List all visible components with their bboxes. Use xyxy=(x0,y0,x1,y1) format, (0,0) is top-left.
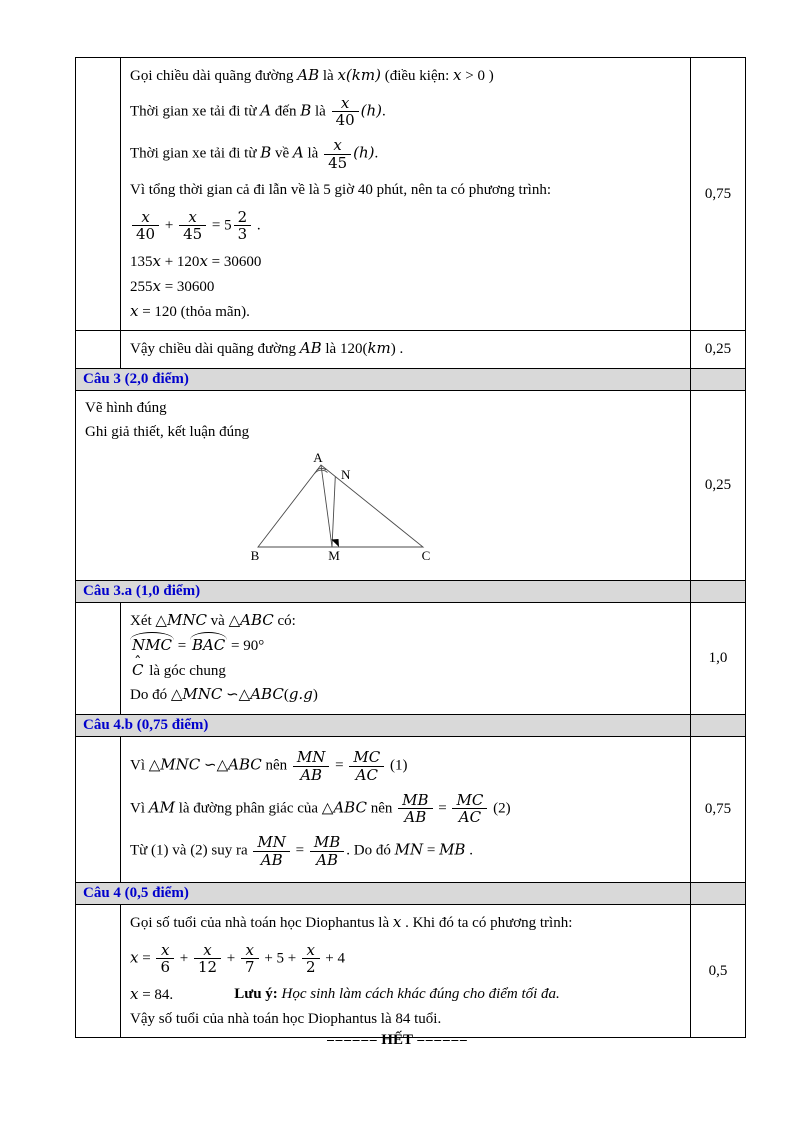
math-run: △MNC xyxy=(155,611,207,630)
fraction-denominator: AB xyxy=(404,808,427,827)
fraction-denominator: AB xyxy=(300,765,323,784)
solution-line xyxy=(130,301,681,323)
solution-line xyxy=(130,180,681,201)
fraction-denominator: 7 xyxy=(245,958,255,977)
fraction xyxy=(452,792,487,827)
fraction xyxy=(234,209,252,244)
section-header-row xyxy=(76,368,746,390)
fraction-numerator: MB xyxy=(310,834,344,852)
text-run: Do đó xyxy=(130,687,171,704)
solution-cell xyxy=(121,603,691,715)
text-run: nên xyxy=(261,757,291,774)
solution-line xyxy=(85,398,681,419)
fraction xyxy=(293,749,329,784)
solution-line xyxy=(130,1009,681,1030)
math-run: x xyxy=(199,252,208,271)
text-run: Vì tổng thời gian cả đi lẫn về là 5 giờ 40 phút, nên ta có phương trình: xyxy=(130,181,552,198)
vertex-label-a: A xyxy=(313,452,323,466)
text-run: > 0 ) xyxy=(461,68,494,84)
text-run: = xyxy=(423,842,440,859)
fraction xyxy=(332,95,359,130)
text-run: ∽ xyxy=(222,687,239,704)
math-run: AB xyxy=(297,66,320,84)
fraction-denominator: 12 xyxy=(197,958,218,977)
points-cell xyxy=(691,882,746,904)
section-header-cau-3: Câu 3 (2,0 điểm) xyxy=(76,368,691,390)
text-run: là đường phân giác của xyxy=(174,800,322,817)
text-run: ∽ xyxy=(200,757,217,774)
question-number-cell xyxy=(76,58,121,331)
math-run: x xyxy=(392,912,402,931)
text-run: 135 xyxy=(130,254,153,271)
answer-key-table xyxy=(75,57,746,1038)
text-run: Thời gian xe tải đi từ xyxy=(130,146,261,163)
solution-line xyxy=(130,338,681,360)
points-cell: 1,0 xyxy=(691,603,746,715)
text-run: ( xyxy=(283,687,289,704)
points-cell: 0,5 xyxy=(691,904,746,1038)
fraction-denominator: 45 xyxy=(183,225,203,244)
math-run: △ABC xyxy=(321,798,367,817)
fraction-numerator: x xyxy=(302,942,320,960)
text-run: là góc chung xyxy=(145,662,226,679)
math-run: △ABC xyxy=(216,755,262,774)
math-run: B xyxy=(260,144,272,163)
fraction xyxy=(179,209,206,244)
fraction-numerator: x xyxy=(194,942,221,960)
text-run: Vậy chiều dài quãng đường xyxy=(130,341,300,358)
math-run: x xyxy=(453,66,462,84)
fraction-numerator: MN xyxy=(253,834,289,852)
text-run: Vì xyxy=(130,800,149,817)
text-run: Vẽ hình đúng xyxy=(85,399,167,416)
solution-line xyxy=(130,95,681,130)
text-run: đến xyxy=(271,103,301,120)
text-run: Từ (1) và (2) suy ra xyxy=(130,842,252,859)
text-run: . Do đó xyxy=(346,842,395,859)
math-run: x xyxy=(130,301,139,320)
solution-line xyxy=(130,635,681,657)
points-cell: 0,25 xyxy=(691,331,746,369)
footer-het: ====== HẾT ====== xyxy=(326,1032,468,1048)
note-text: Học sinh làm cách khác đúng cho điểm tối đa. xyxy=(277,986,560,1002)
fraction xyxy=(194,942,221,977)
text-run: . xyxy=(253,217,261,234)
solution-cell xyxy=(121,58,691,331)
angle-arc-run: BAC xyxy=(191,635,226,654)
figure-cell xyxy=(76,390,691,580)
fraction-numerator: x xyxy=(332,95,359,113)
fraction xyxy=(310,834,344,869)
text-run: là 120( xyxy=(321,341,368,358)
math-run: A xyxy=(260,101,272,120)
fraction-denominator: AB xyxy=(316,851,338,870)
fraction-numerator: x xyxy=(324,137,351,155)
text-run: = 120 (thỏa mãn). xyxy=(138,303,250,320)
text-run: = xyxy=(138,950,155,967)
math-run: x xyxy=(130,948,139,967)
math-run: AM xyxy=(148,798,175,817)
fraction xyxy=(132,209,159,244)
fraction xyxy=(253,834,289,869)
math-run: x xyxy=(152,252,161,271)
triangle-figure xyxy=(183,452,583,566)
points-cell xyxy=(691,368,746,390)
text-run: = 5 xyxy=(208,217,232,234)
text-run: . xyxy=(374,146,379,163)
math-run: △MNC xyxy=(170,685,223,704)
text-run: = xyxy=(173,637,190,654)
math-hat-run: C ˆ xyxy=(130,661,145,679)
section-header-cau-3a: Câu 3.a (1,0 điểm) xyxy=(76,581,691,603)
text-run: + xyxy=(175,950,192,967)
fraction-denominator: 2 xyxy=(305,958,316,977)
points-cell: 0,75 xyxy=(691,737,746,883)
figure-wrapper xyxy=(85,452,681,571)
question-number-cell xyxy=(76,737,121,883)
points-cell xyxy=(691,715,746,737)
math-run: (h) xyxy=(360,101,383,120)
solution-line xyxy=(130,137,681,172)
math-run: △MNC xyxy=(148,755,201,774)
question-number-cell xyxy=(76,603,121,715)
fraction-denominator: 40 xyxy=(136,225,156,244)
vertex-label-n: N xyxy=(341,467,351,483)
solution-line xyxy=(130,610,681,632)
math-run: (h) xyxy=(353,144,375,163)
fraction-denominator: AC xyxy=(458,808,482,827)
fraction xyxy=(324,137,351,172)
solution-line xyxy=(130,749,681,784)
text-run: Vậy số tuổi của nhà toán học Diophantus là 84 tuổi. xyxy=(130,1010,442,1027)
text-run: = 30600 xyxy=(207,254,262,271)
vertex-label-c: C xyxy=(421,548,431,564)
vertex-label-m: M xyxy=(328,548,340,564)
table-row-solution xyxy=(76,904,746,1038)
vertex-label-b: B xyxy=(250,548,260,564)
text-run: . xyxy=(382,103,386,120)
text-run: = xyxy=(291,842,308,859)
solution-line xyxy=(130,834,681,869)
points-cell xyxy=(691,581,746,603)
text-run: = 90° xyxy=(227,637,265,654)
math-run: MB xyxy=(439,840,466,859)
table-row-solution xyxy=(76,58,746,331)
text-run: Xét xyxy=(130,613,156,630)
text-run: là xyxy=(311,103,330,120)
figure-caption-lines xyxy=(85,398,681,442)
table-row-solution xyxy=(76,737,746,883)
solution-line xyxy=(130,942,681,977)
text-run: có: xyxy=(273,613,296,630)
solution-line xyxy=(130,684,681,706)
fraction-numerator: x xyxy=(132,209,159,227)
math-run: B xyxy=(300,101,312,120)
math-run: x xyxy=(152,276,161,295)
text-run: là xyxy=(303,146,323,163)
text-run: + 4 xyxy=(321,950,345,967)
table-row-figure xyxy=(76,390,746,580)
text-run: (điều kiện: xyxy=(380,68,454,84)
text-run: (1) xyxy=(386,757,408,774)
solution-line xyxy=(85,422,681,443)
fraction-numerator: MC xyxy=(349,749,384,767)
text-run: = 84. xyxy=(138,987,174,1004)
points-cell: 0,75 xyxy=(691,58,746,331)
math-run: △ABC xyxy=(228,611,274,630)
solution-line xyxy=(130,251,681,273)
note xyxy=(0,986,794,1003)
text-run: + xyxy=(223,950,240,967)
fraction-denominator: AC xyxy=(355,765,378,784)
segment-nm xyxy=(332,477,335,548)
text-run: nên xyxy=(366,800,397,817)
text-run: là xyxy=(319,68,338,84)
text-run: 255 xyxy=(130,278,153,295)
math-run: MN xyxy=(394,840,424,859)
text-run: . xyxy=(465,842,473,859)
text-run: + xyxy=(161,217,178,234)
text-run: Gọi số tuổi của nhà toán học Diophantus là xyxy=(130,914,393,931)
fraction-denominator: 3 xyxy=(237,225,248,244)
angle-arc-run: NMC xyxy=(132,635,172,654)
solution-line xyxy=(130,209,681,244)
solution-cell xyxy=(121,331,691,369)
math-run: x xyxy=(130,985,139,1004)
fraction-numerator: x xyxy=(179,209,206,227)
fraction-numerator: MC xyxy=(452,792,487,810)
section-header-cau-4: Câu 4 (0,5 điểm) xyxy=(76,882,691,904)
table-row-solution xyxy=(76,603,746,715)
fraction-numerator: 2 xyxy=(234,209,252,227)
text-run: về xyxy=(271,146,293,163)
fraction-numerator: x xyxy=(156,942,174,960)
fraction xyxy=(349,749,384,784)
question-number-cell xyxy=(76,904,121,1038)
math-run: AB xyxy=(299,339,322,358)
table-row-solution xyxy=(76,331,746,369)
text-run: . Khi đó ta có phương trình: xyxy=(401,914,573,931)
fraction-numerator: MN xyxy=(293,749,329,767)
text-run: Ghi giả thiết, kết luận đúng xyxy=(85,423,250,440)
solution-cell xyxy=(121,737,691,883)
math-run: km xyxy=(367,339,391,358)
solution-line xyxy=(130,792,681,827)
text-run: ) . xyxy=(390,341,404,358)
fraction-numerator: MB xyxy=(398,792,432,810)
text-run: và xyxy=(206,613,229,630)
text-run: Vì xyxy=(130,757,149,774)
section-header-row xyxy=(76,882,746,904)
math-run: x(km) xyxy=(337,66,381,84)
fraction xyxy=(241,942,259,977)
fraction-denominator: 45 xyxy=(328,154,348,173)
points-cell: 0,25 xyxy=(691,390,746,580)
text-run: = 30600 xyxy=(160,278,215,295)
math-run: g.g xyxy=(288,685,313,704)
math-run: A xyxy=(292,144,304,163)
section-header-row xyxy=(76,715,746,737)
text-run: = xyxy=(434,800,451,817)
text-run: ) xyxy=(312,687,318,704)
text-run: Gọi chiều dài quãng đường xyxy=(130,68,298,84)
fraction xyxy=(302,942,320,977)
solution-line xyxy=(130,660,681,682)
fraction-numerator: x xyxy=(241,942,259,960)
section-header-row xyxy=(76,581,746,603)
math-run: △ABC xyxy=(238,685,284,704)
section-header-cau-4b: Câu 4.b (0,75 điểm) xyxy=(76,715,691,737)
fraction xyxy=(398,792,432,827)
note-label: Lưu ý: xyxy=(234,986,278,1002)
solution-line xyxy=(130,912,681,934)
fraction xyxy=(156,942,174,977)
solution-cell xyxy=(121,904,691,1038)
solution-line xyxy=(130,65,681,87)
text-run: Thời gian xe tải đi từ xyxy=(130,103,261,120)
fraction-denominator: AB xyxy=(260,851,283,870)
segment-am xyxy=(321,465,332,547)
fraction-denominator: 40 xyxy=(335,111,355,130)
solution-line xyxy=(130,276,681,298)
question-number-cell xyxy=(76,331,121,369)
text-run: + 5 + xyxy=(260,950,300,967)
text-run: (2) xyxy=(489,800,511,817)
fraction-denominator: 6 xyxy=(160,958,170,977)
text-run: = xyxy=(331,757,348,774)
text-run: + 120 xyxy=(160,254,200,271)
